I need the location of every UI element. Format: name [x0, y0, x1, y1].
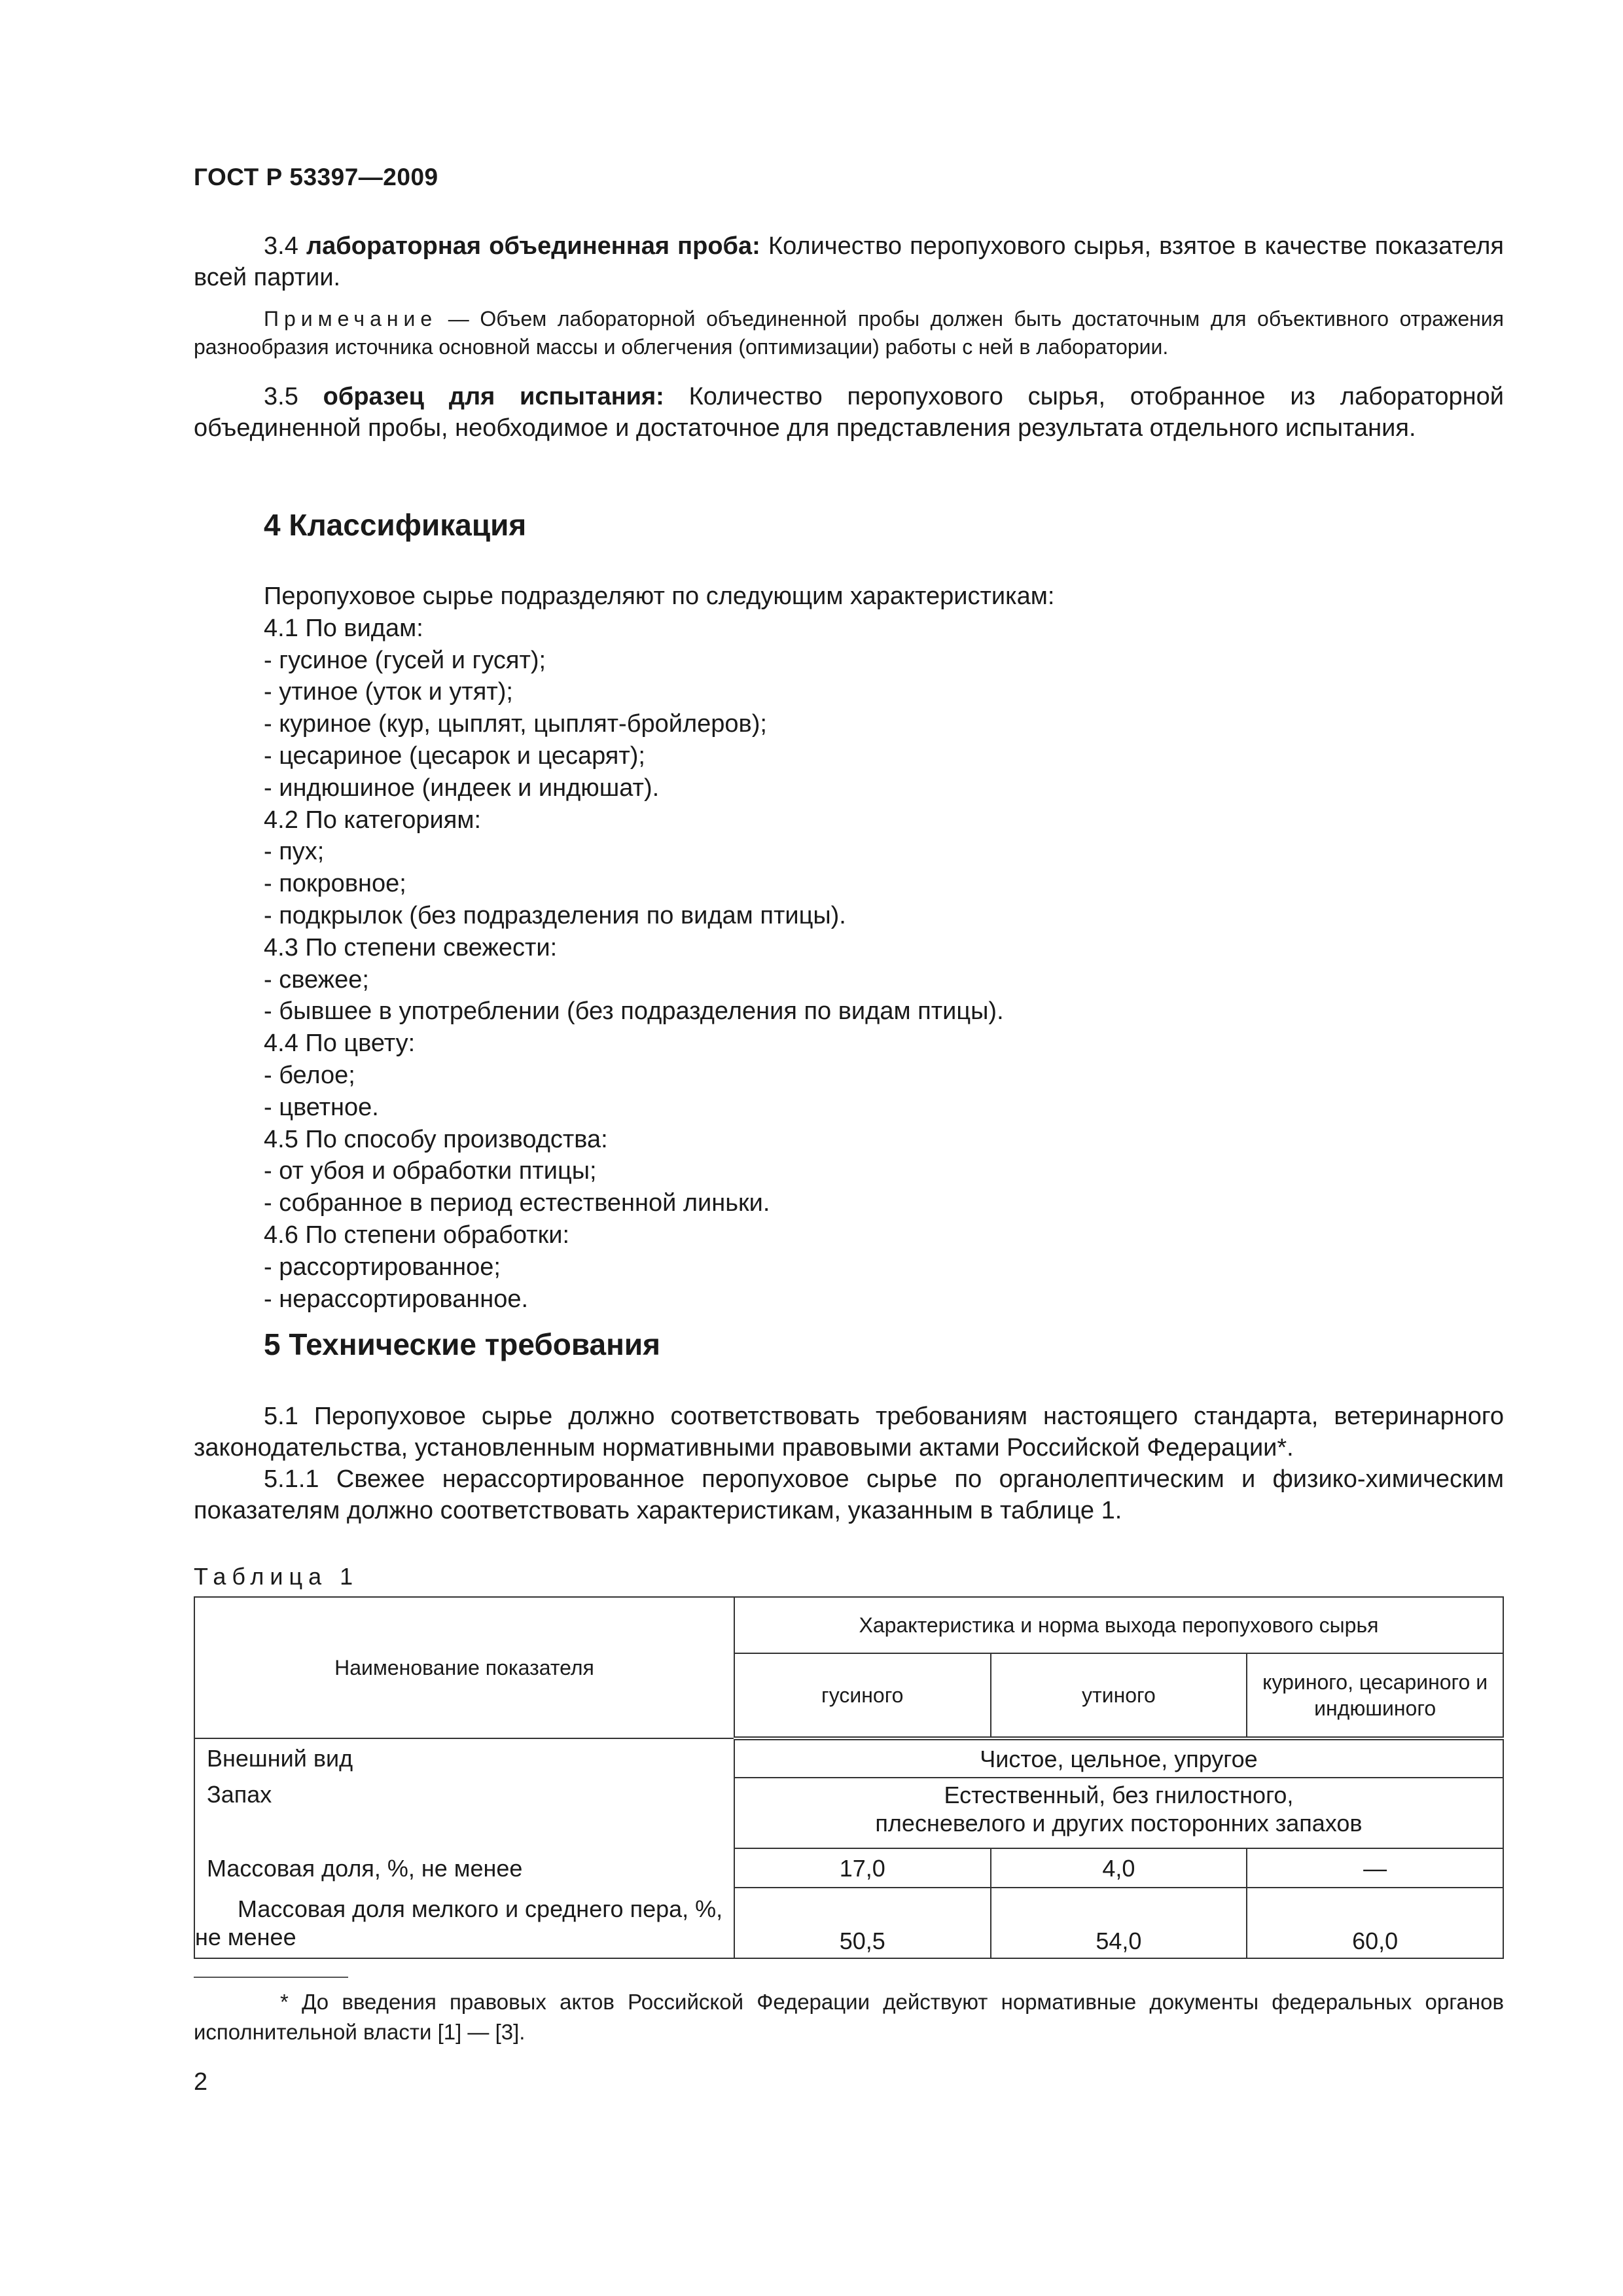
row-value-other: 60,0	[1247, 1888, 1503, 1958]
table-row	[194, 1888, 1503, 1958]
list-item: - пух;	[264, 838, 325, 866]
row-value-other: —	[1247, 1848, 1503, 1888]
paragraph-5-1-1: 5.1.1 Свежее нерассортированное перопуховое сырье по органолептическим и физико-химическим показателям должно соответствовать характеристикам, указанным в таблице 1.	[194, 1465, 1504, 1524]
list-item: - покровное;	[264, 870, 406, 898]
definition-3-5	[194, 381, 1504, 444]
paragraph-5-1: 5.1 Перопуховое сырье должно соответствовать требованиям настоящего стандарта, ветеринарного законодательства, установленным нормативными правовыми актами Российской Федерации*.	[194, 1403, 1504, 1462]
row-value-duck: 4,0	[991, 1848, 1247, 1888]
table-row	[194, 1778, 1503, 1848]
list-item: - бывшее в употреблении (без подразделения по видам птицы).	[264, 997, 1004, 1026]
header-indicator-name: Наименование показателя	[194, 1597, 734, 1738]
note-label: Примечание	[264, 307, 438, 331]
list-item: Перопуховое сырье подразделяют по следующим характеристикам:	[264, 583, 1055, 610]
table-1	[194, 1596, 1504, 1959]
def-3-4-term: лабораторная объединенная проба:	[306, 232, 760, 260]
table-row	[194, 1738, 1503, 1778]
list-item: - от убоя и обработки птицы;	[264, 1157, 597, 1185]
table-row	[194, 1848, 1503, 1888]
list-item: - белое;	[264, 1061, 355, 1089]
note-block	[194, 305, 1504, 361]
list-item: 4.5 По способу производства:	[264, 1125, 608, 1153]
header-goose: гусиного	[734, 1653, 991, 1738]
list-item: 4.6 По степени обработки:	[264, 1221, 570, 1249]
list-item: 4.2 По категориям:	[264, 806, 482, 834]
section-4-title: 4 Классификация	[264, 508, 527, 542]
list-item: - нерассортированное.	[264, 1285, 529, 1313]
header-group: Характеристика и норма выхода перопухового сырья	[734, 1597, 1503, 1653]
classification-list	[264, 581, 1054, 1315]
list-item: - собранное в период естественной линьки.	[264, 1189, 770, 1217]
list-item: - подкрылок (без подразделения по видам птицы).	[264, 901, 846, 929]
list-item: - свежее;	[264, 965, 369, 994]
page-number: 2	[194, 2068, 208, 2096]
def-3-5-term: образец для испытания:	[323, 383, 664, 410]
section-5-title: 5 Технические требования	[264, 1327, 660, 1361]
list-item: - цветное.	[264, 1093, 379, 1121]
row-name: Запах	[194, 1778, 734, 1848]
list-item: 4.3 По степени свежести:	[264, 933, 558, 961]
row-merged-value: Чистое, цельное, упругое	[734, 1738, 1503, 1778]
def-3-5-num: 3.5	[264, 383, 298, 410]
footnote-divider	[194, 1977, 348, 1978]
note-text: — Объем лабораторной объединенной пробы должен быть достаточным для объективного отражения разнообразия источника основной массы и облегчения (оптимизации) работы с ней в лаборатории.	[194, 307, 1505, 359]
row-value-goose: 50,5	[734, 1888, 991, 1958]
def-3-4-num: 3.4	[264, 232, 298, 260]
list-item: - утиное (уток и утят);	[264, 678, 513, 706]
def-3-5-text: Количество перопухового сырья, отобранное из лабораторной объединенной пробы, необходимое и достаточное для представления результата отдельного испытания.	[194, 383, 1504, 442]
list-item: - куриное (кур, цыплят, цыплят-бройлеров);	[264, 710, 767, 738]
list-item: 4.4 По цвету:	[264, 1030, 416, 1058]
table-caption: Таблица 1	[194, 1563, 359, 1590]
footnote: * До введения правовых актов Российской Федерации действуют нормативные документы федеральных органов исполнительной власти [1] — [3].	[194, 1990, 1504, 2044]
header-duck: утиного	[991, 1653, 1247, 1738]
definition-3-4	[194, 230, 1504, 293]
list-item: - рассортированное;	[264, 1253, 501, 1281]
header-other: куриного, цесариного и индюшиного	[1247, 1653, 1503, 1738]
document-header: ГОСТ Р 53397—2009	[194, 164, 438, 190]
list-item: - цесариное (цесарок и цесарят);	[264, 742, 645, 770]
row-name: Массовая доля, %, не менее	[194, 1848, 734, 1888]
list-item: 4.1 По видам:	[264, 614, 423, 642]
list-item: - индюшиное (индеек и индюшат).	[264, 774, 660, 802]
def-3-4-text: Количество перопухового сырья, взятое в качестве показателя всей партии.	[194, 232, 1504, 291]
list-item: - гусиное (гусей и гусят);	[264, 646, 546, 674]
row-name: Массовая доля мелкого и среднего пера, %, не менее	[194, 1888, 734, 1958]
row-name: Внешний вид	[194, 1738, 734, 1778]
row-merged-value: Естественный, без гнилостного, плесневелого и других посторонних запахов	[734, 1778, 1503, 1848]
row-value-goose: 17,0	[734, 1848, 991, 1888]
row-value-duck: 54,0	[991, 1888, 1247, 1958]
section-5-text	[194, 1401, 1504, 1526]
